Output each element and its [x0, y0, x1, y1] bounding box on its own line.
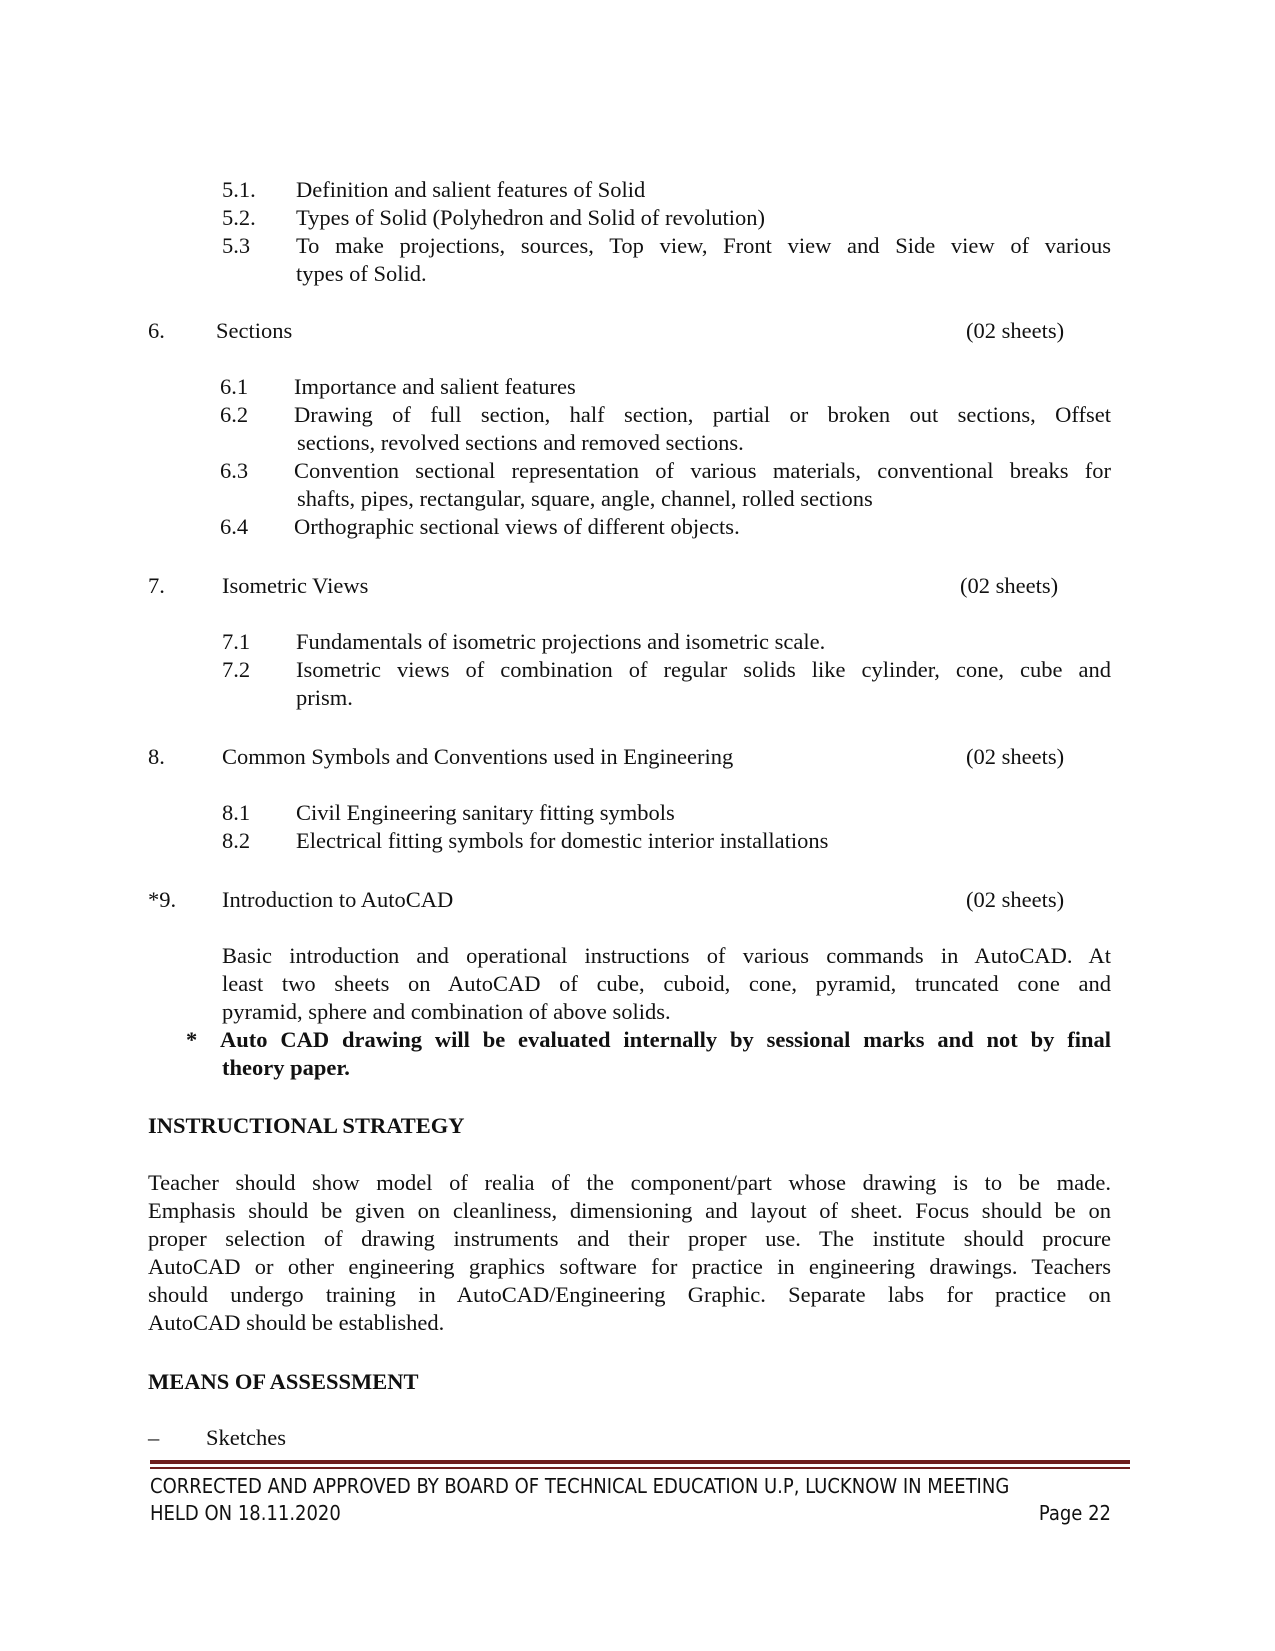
sheet-count: (02 sheets)	[966, 318, 1065, 343]
footer-approval-line: CORRECTED AND APPROVED BY BOARD OF TECHNICAL EDUCATION U.P, LUCKNOW IN MEETING	[150, 1474, 1010, 1498]
section-heading: INSTRUCTIONAL STRATEGY	[148, 1113, 465, 1138]
item-number: 8.2	[222, 828, 251, 853]
sheet-count: (02 sheets)	[966, 887, 1065, 912]
item-number: 6.3	[220, 458, 249, 483]
item-number: 6.1	[220, 374, 249, 399]
section-number: 8.	[148, 744, 165, 769]
item-text: Isometric views of combination of regular solids like cylinder, cone, cube and	[296, 657, 1111, 682]
bullet-dash: –	[148, 1425, 160, 1450]
item-number: 8.1	[222, 800, 251, 825]
paragraph-line: should undergo training in AutoCAD/Engineering Graphic. Separate labs for practice on	[148, 1282, 1111, 1307]
paragraph-line: proper selection of drawing instruments and their proper use. The institute should procure	[148, 1226, 1111, 1251]
item-number: 5.1.	[222, 177, 256, 202]
sheet-count: (02 sheets)	[960, 573, 1059, 598]
item-number: 7.2	[222, 657, 251, 682]
item-number: 5.3	[222, 233, 251, 258]
note-line: Auto CAD drawing will be evaluated internally by sessional marks and not by final	[220, 1027, 1111, 1052]
item-text: Drawing of full section, half section, partial or broken out sections, Offset	[294, 402, 1111, 427]
assessment-item: Sketches	[206, 1425, 286, 1450]
section-title: Isometric Views	[222, 573, 369, 598]
section-number: *9.	[148, 887, 177, 912]
page-number: Page 22	[1038, 1501, 1111, 1525]
section-title: Common Symbols and Conventions used in Engineering	[222, 744, 734, 769]
section-title: Sections	[216, 318, 293, 343]
note-line: theory paper.	[222, 1055, 350, 1080]
section-title: Introduction to AutoCAD	[222, 887, 454, 912]
item-text-continued: sections, revolved sections and removed sections.	[297, 430, 744, 455]
note-star: *	[186, 1027, 198, 1052]
item-text-continued: prism.	[296, 685, 353, 710]
item-number: 5.2.	[222, 205, 256, 230]
paragraph-line: AutoCAD should be established.	[148, 1310, 445, 1335]
item-text: To make projections, sources, Top view, Front view and Side view of various	[296, 233, 1111, 258]
footer-rule-thick	[150, 1460, 1130, 1464]
section-heading: MEANS OF ASSESSMENT	[148, 1369, 419, 1394]
paragraph-line: Teacher should show model of realia of the component/part whose drawing is to be made.	[148, 1170, 1111, 1195]
item-number: 6.4	[220, 514, 249, 539]
paragraph-line: AutoCAD or other engineering graphics software for practice in engineering drawings. Teachers	[148, 1254, 1111, 1279]
item-text: Importance and salient features	[294, 374, 576, 399]
item-text: Fundamentals of isometric projections and isometric scale.	[296, 629, 826, 654]
item-text: Definition and salient features of Solid	[296, 177, 646, 202]
sheet-count: (02 sheets)	[966, 744, 1065, 769]
item-number: 7.1	[222, 629, 251, 654]
item-number: 6.2	[220, 402, 249, 427]
paragraph-line: Emphasis should be given on cleanliness, dimensioning and layout of sheet. Focus should be on	[148, 1198, 1111, 1223]
paragraph-line: Basic introduction and operational instructions of various commands in AutoCAD. At	[222, 943, 1111, 968]
footer-meeting-date: HELD ON 18.11.2020	[150, 1501, 341, 1525]
item-text-continued: shafts, pipes, rectangular, square, angle, channel, rolled sections	[297, 486, 873, 511]
section-number: 6.	[148, 318, 165, 343]
item-text: Types of Solid (Polyhedron and Solid of revolution)	[296, 205, 766, 230]
item-text: Electrical fitting symbols for domestic interior installations	[296, 828, 829, 853]
item-text: Convention sectional representation of various materials, conventional breaks for	[294, 458, 1111, 483]
footer-rule-thin	[150, 1467, 1130, 1469]
item-text-continued: types of Solid.	[296, 261, 427, 286]
item-text: Orthographic sectional views of different objects.	[294, 514, 740, 539]
section-number: 7.	[148, 573, 165, 598]
paragraph-line: pyramid, sphere and combination of above solids.	[222, 999, 671, 1024]
paragraph-line: least two sheets on AutoCAD of cube, cuboid, cone, pyramid, truncated cone and	[222, 971, 1111, 996]
item-text: Civil Engineering sanitary fitting symbols	[296, 800, 675, 825]
